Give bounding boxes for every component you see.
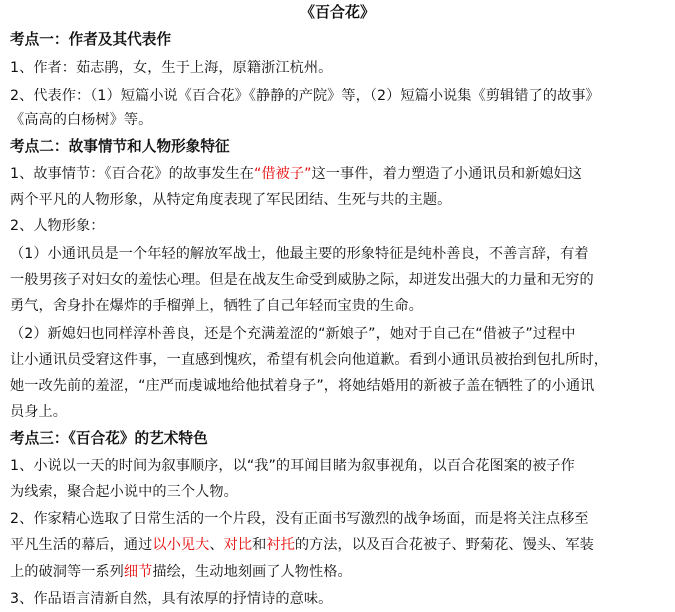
section-2-heading: 考点二：故事情节和人物形象特征 bbox=[10, 138, 230, 155]
section-2-line-2: （1）小通讯员是一个年轻的解放军战士，他最主要的形象特征是纯朴善良，不善言辞，有着 bbox=[10, 246, 589, 262]
section-2-plot-line-1 bbox=[10, 164, 582, 184]
plot-text-a: 1、故事情节：《百合花》的故事发生在 bbox=[10, 166, 255, 182]
art-highlight-foil: 衬托 bbox=[266, 537, 295, 553]
art-highlight-small-big: 以小见大 bbox=[152, 537, 210, 553]
section-3-line-2: 为线索，聚合起小说中的三个人物。 bbox=[10, 484, 238, 500]
section-1-line-2: 2、代表作：（1）短篇小说《百合花》《静静的产院》等，（2）短篇小说集《剪辑错了的故事》 bbox=[10, 88, 600, 104]
art-text-h: 上的破洞等一系列 bbox=[10, 564, 124, 580]
section-2-line-3: 一般男孩子对妇女的羞怯心理。但是在战友生命受到威胁之际，却迸发出强大的力量和无穷的 bbox=[10, 272, 594, 288]
art-highlight-contrast: 对比 bbox=[223, 537, 253, 553]
plot-text-c: 这一事件，着力塑造了小通讯员和新媳妇这 bbox=[311, 166, 583, 182]
art-text-e: 和 bbox=[252, 537, 267, 553]
section-3-art-line-1 bbox=[10, 535, 594, 555]
section-1-line-3: 《高高的白杨树》等。 bbox=[10, 112, 153, 128]
section-2-plot-line-2: 两个平凡的人物形象，从特定角度表现了军民团结、生死与共的主题。 bbox=[10, 192, 452, 208]
art-text-g: 的方法，以及百合花被子、野菊花、馒头、军装 bbox=[294, 537, 594, 553]
section-2-line-6: 让小通讯员受窘这件事，一直感到愧疚，希望有机会向他道歉。看到小通讯员被抬到包扎所时， bbox=[10, 352, 608, 368]
art-text-j: 描绘，生动地刻画了人物性格。 bbox=[152, 564, 352, 580]
section-2-line-1: 2、人物形象： bbox=[10, 218, 105, 234]
plot-highlight-borrow-quilt: “借被子” bbox=[254, 166, 312, 182]
art-text-a: 平凡生活的幕后，通过 bbox=[10, 537, 153, 553]
section-2-line-5: （2）新媳妇也同样淳朴善良，还是个充满羞涩的“新娘子”，她对于自己在“借被子”过程中 bbox=[10, 326, 576, 342]
section-1-line-1: 1、作者：茹志鹃，女，生于上海，原籍浙江杭州。 bbox=[10, 60, 333, 76]
section-3-line-1: 1、小说以一天的时间为叙事顺序，以“我”的耳闻目睹为叙事视角，以百合花图案的被子作 bbox=[10, 458, 575, 474]
section-2-line-4: 勇气，舍身扑在爆炸的手榴弹上，牺牲了自己年轻而宝贵的生命。 bbox=[10, 298, 423, 314]
section-3-heading: 考点三：《百合花》的艺术特色 bbox=[10, 430, 208, 447]
section-3-line-last: 3、作品语言清新自然，具有浓厚的抒情诗的意味。 bbox=[10, 591, 333, 607]
document-title: 《百合花》 bbox=[299, 3, 375, 21]
section-1-heading: 考点一：作者及其代表作 bbox=[10, 31, 172, 48]
section-2-line-8: 员身上。 bbox=[10, 404, 67, 420]
section-3-line-3: 2、作家精心选取了日常生活的一个片段，没有正面书写激烈的战争场面，而是将关注点移至 bbox=[10, 511, 589, 527]
section-3-art-line-2 bbox=[10, 562, 352, 582]
art-highlight-detail: 细节 bbox=[123, 564, 153, 580]
art-text-c: 、 bbox=[209, 537, 224, 553]
section-2-line-7: 她一改先前的羞涩，“庄严而虔诚地给他拭着身子”，将她结婚用的新被子盖在牺牲了的小通讯 bbox=[10, 378, 595, 394]
